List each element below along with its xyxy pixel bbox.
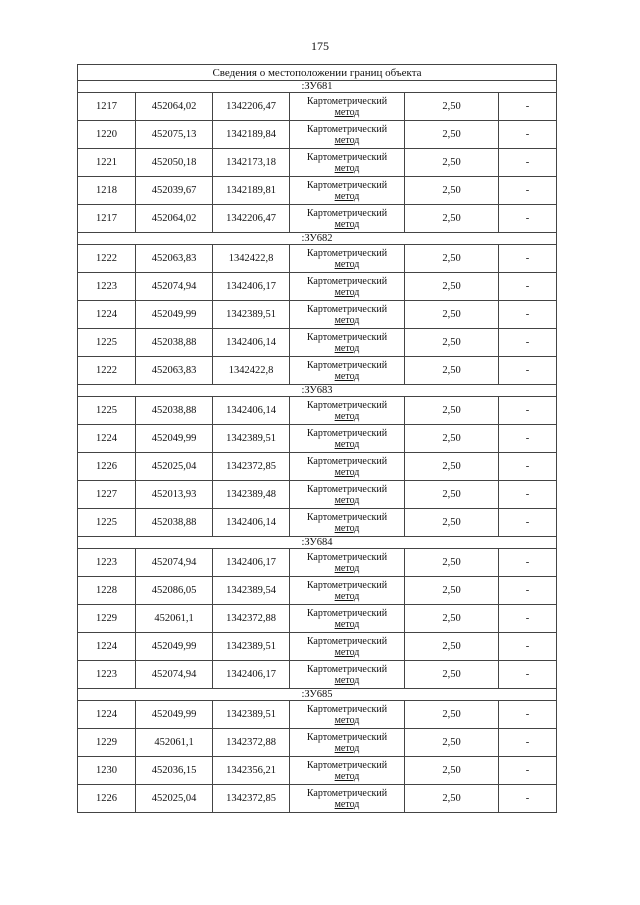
method-line-2: метод — [334, 410, 360, 422]
y-coordinate-cell: 1342389,51 — [213, 301, 290, 329]
method-cell — [290, 785, 405, 813]
y-coordinate-cell: 1342422,8 — [213, 245, 290, 273]
method-line-1: Картометрический — [306, 635, 388, 647]
note-cell: - — [499, 757, 557, 785]
note-cell: - — [499, 481, 557, 509]
method-line-2: метод — [334, 370, 360, 382]
method-line-1: Картометрический — [306, 787, 388, 799]
parcel-group-row — [78, 81, 557, 93]
table-row — [78, 273, 557, 301]
note-cell: - — [499, 301, 557, 329]
note-cell: - — [499, 329, 557, 357]
note-cell: - — [499, 701, 557, 729]
note-cell: - — [499, 149, 557, 177]
table-row — [78, 481, 557, 509]
y-coordinate-cell: 1342372,88 — [213, 729, 290, 757]
method-cell — [290, 549, 405, 577]
point-number-cell: 1224 — [78, 633, 136, 661]
method-cell — [290, 661, 405, 689]
method-line-1: Картометрический — [306, 151, 388, 163]
y-coordinate-cell: 1342372,88 — [213, 605, 290, 633]
y-coordinate-cell: 1342406,17 — [213, 661, 290, 689]
method-line-2: метод — [334, 258, 360, 270]
note-cell: - — [499, 577, 557, 605]
table-row — [78, 605, 557, 633]
method-line-2: метод — [334, 742, 360, 754]
table-row — [78, 701, 557, 729]
note-cell: - — [499, 509, 557, 537]
table-row — [78, 121, 557, 149]
method-cell — [290, 605, 405, 633]
point-number-cell: 1224 — [78, 701, 136, 729]
table-row — [78, 301, 557, 329]
point-number-cell: 1225 — [78, 329, 136, 357]
y-coordinate-cell: 1342189,81 — [213, 177, 290, 205]
table-row — [78, 633, 557, 661]
method-line-2: метод — [334, 590, 360, 602]
table-row — [78, 549, 557, 577]
x-coordinate-cell: 452061,1 — [136, 729, 213, 757]
note-cell: - — [499, 453, 557, 481]
method-line-1: Картометрический — [306, 399, 388, 411]
note-cell: - — [499, 729, 557, 757]
point-number-cell: 1224 — [78, 425, 136, 453]
y-coordinate-cell: 1342406,17 — [213, 549, 290, 577]
parcel-group-row — [78, 385, 557, 397]
point-number-cell: 1226 — [78, 785, 136, 813]
method-cell — [290, 701, 405, 729]
parcel-id: :ЗУ681 — [78, 81, 557, 93]
method-line-1: Картометрический — [306, 551, 388, 563]
note-cell: - — [499, 245, 557, 273]
method-line-1: Картометрический — [306, 303, 388, 315]
accuracy-cell: 2,50 — [405, 549, 499, 577]
table-row — [78, 149, 557, 177]
method-line-1: Картометрический — [306, 359, 388, 371]
point-number-cell: 1225 — [78, 397, 136, 425]
x-coordinate-cell: 452063,83 — [136, 245, 213, 273]
parcel-id: :ЗУ683 — [78, 385, 557, 397]
method-line-2: метод — [334, 494, 360, 506]
note-cell: - — [499, 425, 557, 453]
method-cell — [290, 273, 405, 301]
y-coordinate-cell: 1342173,18 — [213, 149, 290, 177]
accuracy-cell: 2,50 — [405, 357, 499, 385]
note-cell: - — [499, 605, 557, 633]
method-line-1: Картометрический — [306, 511, 388, 523]
accuracy-cell: 2,50 — [405, 453, 499, 481]
accuracy-cell: 2,50 — [405, 273, 499, 301]
parcel-group-row — [78, 537, 557, 549]
method-line-1: Картометрический — [306, 483, 388, 495]
x-coordinate-cell: 452061,1 — [136, 605, 213, 633]
method-cell — [290, 633, 405, 661]
parcel-group-row — [78, 233, 557, 245]
y-coordinate-cell: 1342206,47 — [213, 93, 290, 121]
boundary-coordinates-table — [77, 64, 557, 813]
method-line-1: Картометрический — [306, 607, 388, 619]
method-cell — [290, 245, 405, 273]
method-line-1: Картометрический — [306, 663, 388, 675]
accuracy-cell: 2,50 — [405, 633, 499, 661]
method-cell — [290, 149, 405, 177]
table-row — [78, 397, 557, 425]
accuracy-cell: 2,50 — [405, 661, 499, 689]
point-number-cell: 1229 — [78, 729, 136, 757]
accuracy-cell: 2,50 — [405, 729, 499, 757]
note-cell: - — [499, 661, 557, 689]
x-coordinate-cell: 452049,99 — [136, 633, 213, 661]
y-coordinate-cell: 1342406,14 — [213, 397, 290, 425]
method-cell — [290, 425, 405, 453]
method-line-2: метод — [334, 286, 360, 298]
method-line-2: метод — [334, 646, 360, 658]
y-coordinate-cell: 1342406,14 — [213, 509, 290, 537]
table-row — [78, 661, 557, 689]
x-coordinate-cell: 452013,93 — [136, 481, 213, 509]
note-cell: - — [499, 785, 557, 813]
x-coordinate-cell: 452050,18 — [136, 149, 213, 177]
method-line-2: метод — [334, 770, 360, 782]
x-coordinate-cell: 452074,94 — [136, 661, 213, 689]
method-line-1: Картометрический — [306, 207, 388, 219]
parcel-id: :ЗУ682 — [78, 233, 557, 245]
y-coordinate-cell: 1342389,51 — [213, 425, 290, 453]
y-coordinate-cell: 1342389,51 — [213, 633, 290, 661]
method-line-2: метод — [334, 106, 360, 118]
y-coordinate-cell: 1342406,17 — [213, 273, 290, 301]
y-coordinate-cell: 1342356,21 — [213, 757, 290, 785]
method-line-2: метод — [334, 466, 360, 478]
method-cell — [290, 93, 405, 121]
method-line-2: метод — [334, 218, 360, 230]
x-coordinate-cell: 452064,02 — [136, 205, 213, 233]
method-cell — [290, 481, 405, 509]
table-row — [78, 785, 557, 813]
method-line-1: Картометрический — [306, 331, 388, 343]
point-number-cell: 1223 — [78, 661, 136, 689]
accuracy-cell: 2,50 — [405, 757, 499, 785]
note-cell: - — [499, 357, 557, 385]
accuracy-cell: 2,50 — [405, 577, 499, 605]
x-coordinate-cell: 452038,88 — [136, 397, 213, 425]
parcel-id: :ЗУ685 — [78, 689, 557, 701]
point-number-cell: 1223 — [78, 549, 136, 577]
point-number-cell: 1229 — [78, 605, 136, 633]
table-row — [78, 453, 557, 481]
x-coordinate-cell: 452025,04 — [136, 453, 213, 481]
point-number-cell: 1228 — [78, 577, 136, 605]
parcel-id: :ЗУ684 — [78, 537, 557, 549]
method-line-1: Картометрический — [306, 123, 388, 135]
x-coordinate-cell: 452049,99 — [136, 701, 213, 729]
method-line-1: Картометрический — [306, 95, 388, 107]
accuracy-cell: 2,50 — [405, 481, 499, 509]
accuracy-cell: 2,50 — [405, 509, 499, 537]
x-coordinate-cell: 452049,99 — [136, 425, 213, 453]
method-line-1: Картометрический — [306, 579, 388, 591]
method-line-2: метод — [334, 314, 360, 326]
table-title-row — [78, 65, 557, 81]
method-line-2: метод — [334, 134, 360, 146]
table-row — [78, 357, 557, 385]
method-line-2: метод — [334, 162, 360, 174]
method-line-2: метод — [334, 798, 360, 810]
y-coordinate-cell: 1342389,48 — [213, 481, 290, 509]
x-coordinate-cell: 452036,15 — [136, 757, 213, 785]
accuracy-cell: 2,50 — [405, 425, 499, 453]
x-coordinate-cell: 452063,83 — [136, 357, 213, 385]
note-cell: - — [499, 549, 557, 577]
method-cell — [290, 301, 405, 329]
accuracy-cell: 2,50 — [405, 121, 499, 149]
method-cell — [290, 357, 405, 385]
parcel-group-row — [78, 689, 557, 701]
method-line-2: метод — [334, 714, 360, 726]
method-cell — [290, 453, 405, 481]
method-cell — [290, 121, 405, 149]
accuracy-cell: 2,50 — [405, 149, 499, 177]
table-row — [78, 205, 557, 233]
method-line-1: Картометрический — [306, 759, 388, 771]
method-line-1: Картометрический — [306, 427, 388, 439]
accuracy-cell: 2,50 — [405, 205, 499, 233]
x-coordinate-cell: 452074,94 — [136, 273, 213, 301]
point-number-cell: 1221 — [78, 149, 136, 177]
x-coordinate-cell: 452038,88 — [136, 509, 213, 537]
table-row — [78, 93, 557, 121]
method-cell — [290, 577, 405, 605]
point-number-cell: 1226 — [78, 453, 136, 481]
point-number-cell: 1217 — [78, 93, 136, 121]
note-cell: - — [499, 177, 557, 205]
method-line-2: метод — [334, 190, 360, 202]
x-coordinate-cell: 452075,13 — [136, 121, 213, 149]
point-number-cell: 1218 — [78, 177, 136, 205]
point-number-cell: 1220 — [78, 121, 136, 149]
method-line-2: метод — [334, 438, 360, 450]
note-cell: - — [499, 93, 557, 121]
method-line-2: метод — [334, 522, 360, 534]
method-line-1: Картометрический — [306, 179, 388, 191]
method-cell — [290, 329, 405, 357]
method-cell — [290, 177, 405, 205]
accuracy-cell: 2,50 — [405, 245, 499, 273]
accuracy-cell: 2,50 — [405, 177, 499, 205]
y-coordinate-cell: 1342406,14 — [213, 329, 290, 357]
table-title: Сведения о местоположении границ объекта — [78, 65, 557, 81]
note-cell: - — [499, 633, 557, 661]
method-cell — [290, 397, 405, 425]
y-coordinate-cell: 1342372,85 — [213, 453, 290, 481]
x-coordinate-cell: 452038,88 — [136, 329, 213, 357]
accuracy-cell: 2,50 — [405, 397, 499, 425]
table-row — [78, 509, 557, 537]
table-row — [78, 177, 557, 205]
method-cell — [290, 509, 405, 537]
accuracy-cell: 2,50 — [405, 605, 499, 633]
note-cell: - — [499, 397, 557, 425]
table-row — [78, 329, 557, 357]
point-number-cell: 1222 — [78, 357, 136, 385]
x-coordinate-cell: 452074,94 — [136, 549, 213, 577]
method-line-1: Картометрический — [306, 275, 388, 287]
table-row — [78, 245, 557, 273]
accuracy-cell: 2,50 — [405, 301, 499, 329]
table-row — [78, 757, 557, 785]
method-cell — [290, 729, 405, 757]
point-number-cell: 1225 — [78, 509, 136, 537]
y-coordinate-cell: 1342206,47 — [213, 205, 290, 233]
x-coordinate-cell: 452039,67 — [136, 177, 213, 205]
point-number-cell: 1222 — [78, 245, 136, 273]
y-coordinate-cell: 1342389,51 — [213, 701, 290, 729]
accuracy-cell: 2,50 — [405, 329, 499, 357]
y-coordinate-cell: 1342422,8 — [213, 357, 290, 385]
table-row — [78, 577, 557, 605]
method-cell — [290, 205, 405, 233]
table-row — [78, 425, 557, 453]
method-cell — [290, 757, 405, 785]
y-coordinate-cell: 1342372,85 — [213, 785, 290, 813]
point-number-cell: 1224 — [78, 301, 136, 329]
table-row — [78, 729, 557, 757]
y-coordinate-cell: 1342189,84 — [213, 121, 290, 149]
note-cell: - — [499, 121, 557, 149]
page-number: 175 — [311, 39, 329, 53]
y-coordinate-cell: 1342389,54 — [213, 577, 290, 605]
point-number-cell: 1223 — [78, 273, 136, 301]
x-coordinate-cell: 452064,02 — [136, 93, 213, 121]
method-line-1: Картометрический — [306, 731, 388, 743]
x-coordinate-cell: 452086,05 — [136, 577, 213, 605]
point-number-cell: 1230 — [78, 757, 136, 785]
method-line-1: Картометрический — [306, 703, 388, 715]
accuracy-cell: 2,50 — [405, 785, 499, 813]
method-line-1: Картометрический — [306, 247, 388, 259]
point-number-cell: 1217 — [78, 205, 136, 233]
accuracy-cell: 2,50 — [405, 93, 499, 121]
method-line-2: метод — [334, 562, 360, 574]
method-line-2: метод — [334, 618, 360, 630]
method-line-1: Картометрический — [306, 455, 388, 467]
x-coordinate-cell: 452025,04 — [136, 785, 213, 813]
method-line-2: метод — [334, 674, 360, 686]
note-cell: - — [499, 205, 557, 233]
x-coordinate-cell: 452049,99 — [136, 301, 213, 329]
accuracy-cell: 2,50 — [405, 701, 499, 729]
point-number-cell: 1227 — [78, 481, 136, 509]
method-line-2: метод — [334, 342, 360, 354]
note-cell: - — [499, 273, 557, 301]
